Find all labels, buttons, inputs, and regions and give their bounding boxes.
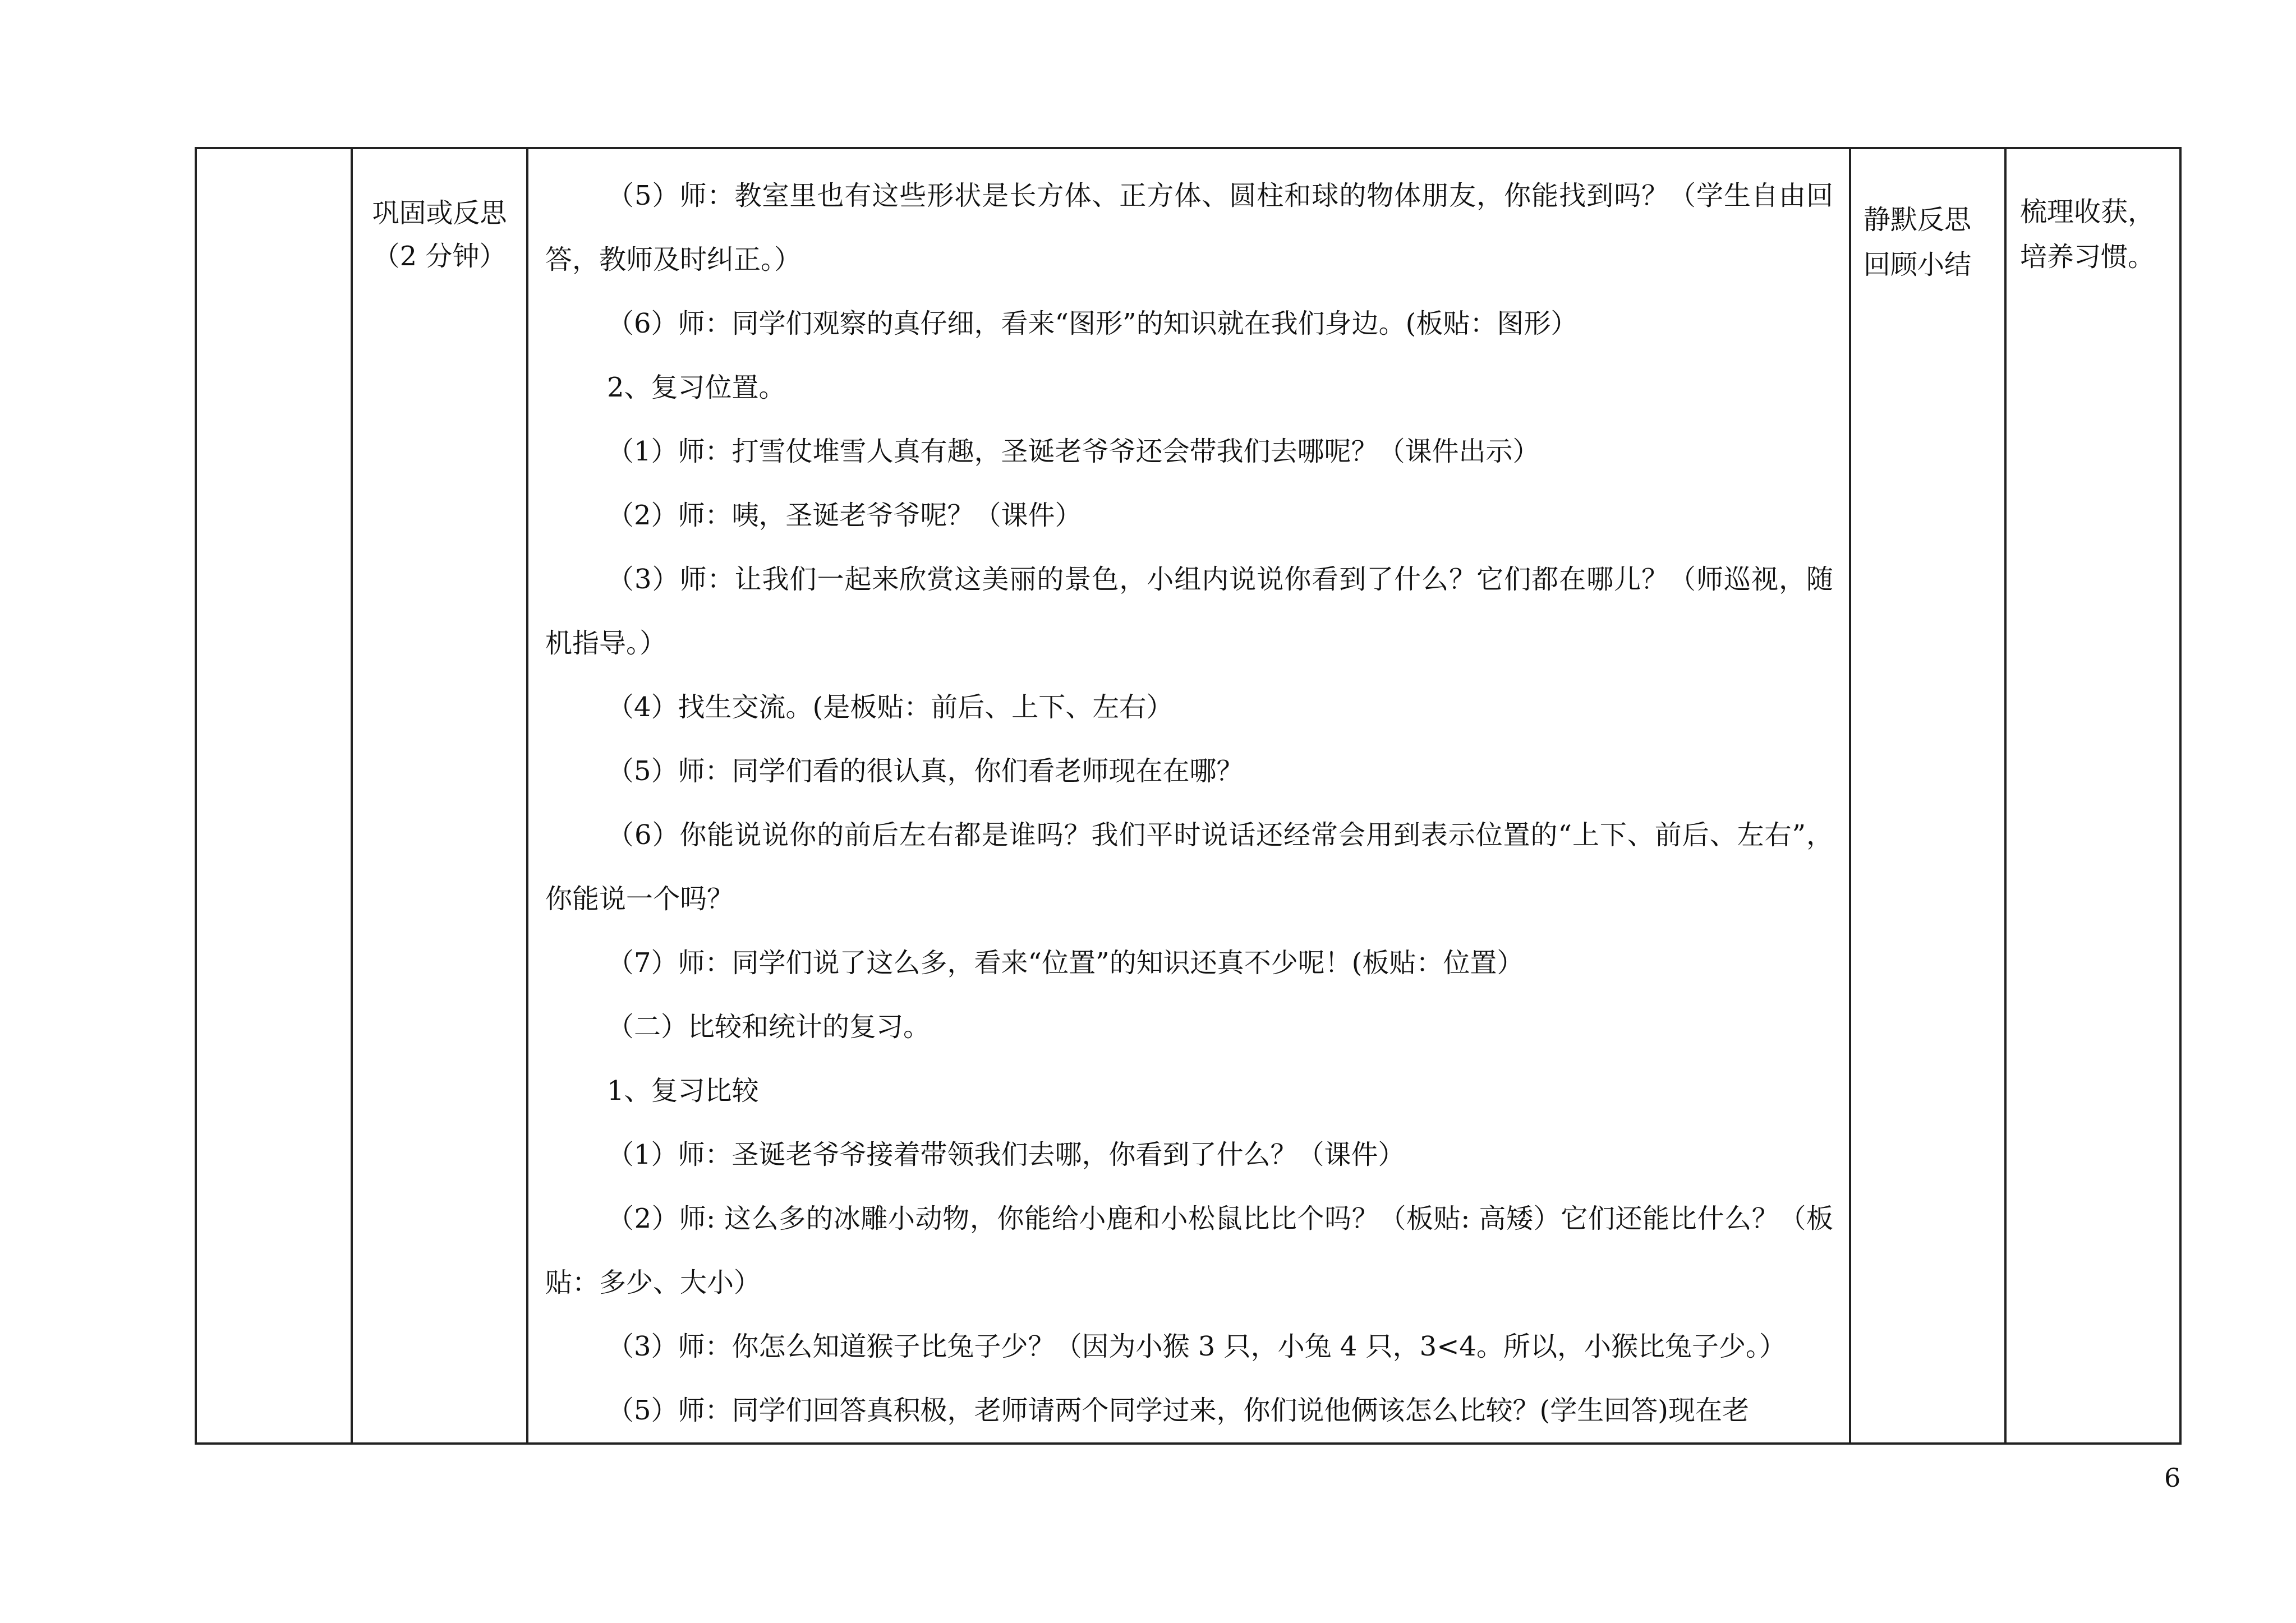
content-paragraph: （5）师：同学们看的很认真，你们看老师现在在哪？ <box>607 755 1244 787</box>
design-intent-cell <box>2005 148 2180 1444</box>
stage-label-line2: （2 分钟） <box>372 241 507 272</box>
empty-cell <box>196 148 352 1444</box>
content-paragraph: （1）师：打雪仗堆雪人真有趣，圣诞老爷爷还会带我们去哪呢？（课件出示） <box>607 436 1540 467</box>
content-paragraph: （5）师：教室里也有这些形状是长方体、正方体、圆柱和球的物体朋友，你能找到吗？（学生自由回答，教师及时纠正。） <box>545 180 1833 275</box>
stage-label-line1: 巩固或反思 <box>372 197 507 229</box>
content-paragraph: （1）师：圣诞老爷爷接着带领我们去哪，你看到了什么？（课件） <box>607 1139 1405 1170</box>
content-paragraph: （6）师：同学们观察的真仔细，看来“图形”的知识就在我们身边。(板贴：图形） <box>607 308 1578 339</box>
content-cell <box>527 148 1850 1444</box>
student-activity-line2: 回顾小结 <box>1864 249 1972 280</box>
content-paragraph: （5）师：同学们回答真积极，老师请两个同学过来，你们说他俩该怎么比较？(学生回答)现在老 <box>607 1395 1749 1426</box>
content-paragraph: （2）师: 这么多的冰雕小动物，你能给小鹿和小松鼠比比个吗？（板贴: 高矮）它们还能比什么？（板贴：多少、大小） <box>545 1203 1833 1298</box>
design-intent-line2: 培养习惯。 <box>2020 241 2155 273</box>
stage-cell <box>352 148 527 1444</box>
content-paragraph: （4）找生交流。(是板贴：前后、上下、左右） <box>607 691 1174 723</box>
content-paragraph: （二）比较和统计的复习。 <box>607 1011 931 1043</box>
table-row <box>196 148 2180 1444</box>
student-activity-line1: 静默反思 <box>1864 204 1972 236</box>
content-body <box>528 149 1849 1442</box>
content-paragraph: （3）师：你怎么知道猴子比兔子少？（因为小猴 3 只，小兔 4 只，3<4。所以，小猴比兔子少。） <box>607 1331 1786 1362</box>
student-activity-cell <box>1850 148 2005 1444</box>
content-paragraph: （2）师：咦，圣诞老爷爷呢？（课件） <box>607 500 1082 531</box>
content-paragraph: （3）师：让我们一起来欣赏这美丽的景色，小组内说说你看到了什么？它们都在哪儿？（师巡视，随机指导。） <box>545 564 1833 659</box>
content-paragraph: 2、复习位置。 <box>607 372 786 403</box>
content-paragraph: （7）师：同学们说了这么多，看来“位置”的知识还真不少呢！(板贴：位置） <box>607 947 1524 979</box>
content-paragraph: 1、复习比较 <box>607 1075 759 1106</box>
lesson-plan-table <box>195 147 2182 1445</box>
content-paragraph: （6）你能说说你的前后左右都是谁吗？我们平时说话还经常会用到表示位置的“上下、前后、左右”，你能说一个吗？ <box>545 819 1833 915</box>
page-number: 6 <box>2164 1463 2181 1493</box>
design-intent-line1: 梳理收获， <box>2020 196 2155 228</box>
